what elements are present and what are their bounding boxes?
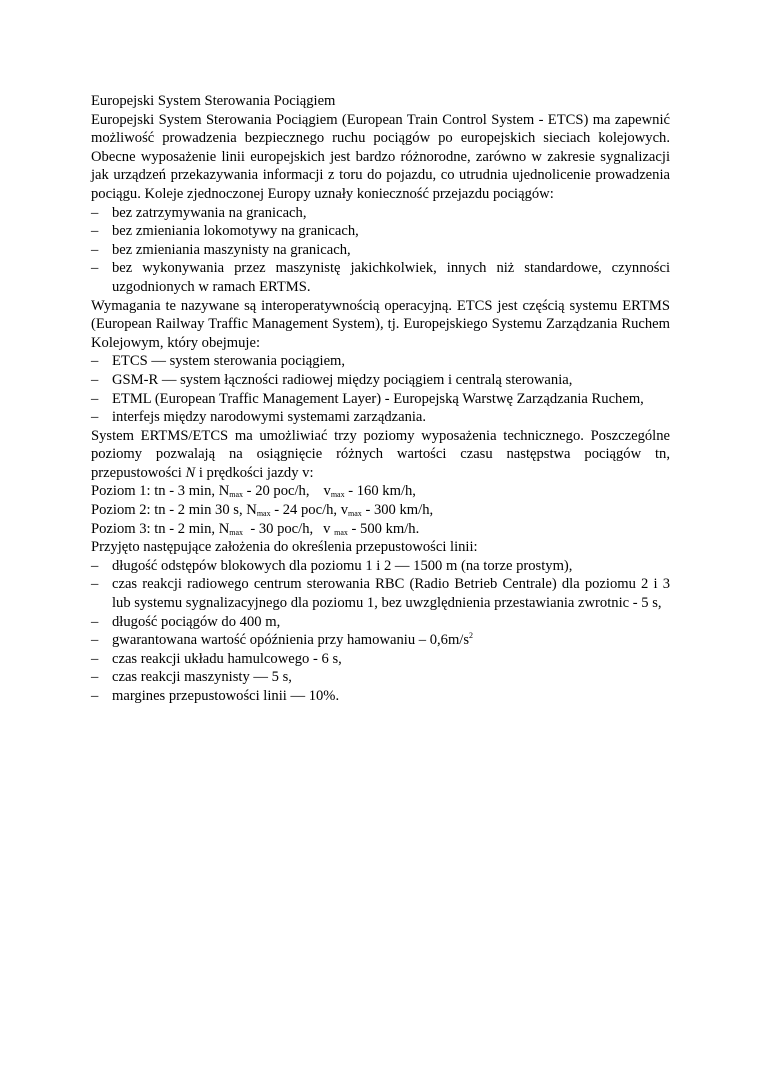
list-item: – czas reakcji maszynisty — 5 s, (91, 669, 292, 686)
list-item: – czas reakcji radiowego centrum sterowania RBC (Radio Betrieb Centrale) dla poziomu 2 i 3 lub systemu sygnalizacyjnego dla poziomu 1, bez uwzględnienia przestawiania zwrotnic - 5 s, (91, 576, 670, 612)
dash-bullet: – (91, 390, 99, 407)
list-item: – bez zmieniania lokomotywy na granicach, (91, 223, 359, 240)
dash-bullet: – (91, 557, 99, 574)
level-3-line: Poziom 3: tn - 2 min, $N_{max} - 30$ poc/h, v $_{max}$ - 500 km/h. (91, 520, 420, 537)
assumptions-list (91, 557, 670, 706)
superscript-2: 2 (469, 631, 474, 641)
requirements-list (91, 204, 670, 297)
document-title: Europejski System Sterowania Pociągiem (91, 93, 336, 109)
list-item: – ETCS — system sterowania pociągiem, (91, 353, 346, 370)
dash-bullet: – (91, 260, 99, 277)
list-item: – długość pociągów do 400 m, (91, 613, 281, 630)
intro-paragraph: Europejski System Sterowania Pociągiem (European Train Control System - ETCS) ma zapewnić możliwość prowadzenia bezpiecznego ruchu pociągów po europejskich sieciach kolejowych. Obecne wyposażenie linii europejskich jest bardzo różnorodne, zarówno w zakresie sygnalizacji jak urządzeń przekazywania informacji z toru do pojazdu, co utrudnia ujednolicenie prowadzenia pociągu. Koleje zjednoczonej Europy uznały konieczność przejazdu pociągów: (91, 111, 670, 202)
level-1-line: Poziom 1: tn - 3 min, $N_{max} - 20$ poc/h, $v_{max} - 160$ km/h, (91, 483, 416, 500)
dash-bullet: – (91, 204, 99, 221)
dash-bullet: – (91, 576, 99, 593)
dash-bullet: – (91, 353, 99, 370)
level-2-line: Poziom 2: tn - 2 min 30 s, $N_{max} - 24$ poc/h, $v_{max} - 300$ km/h, (91, 502, 434, 519)
list-item: – bez zatrzymywania na granicach, (91, 204, 307, 221)
list-item: – długość odstępów blokowych dla poziomu 1 i 2 — 1500 m (na torze prostym), (91, 557, 573, 574)
dash-bullet: – (91, 371, 99, 388)
dash-bullet: – (91, 241, 99, 258)
dash-bullet: – (91, 223, 99, 240)
list-item: – GSM-R — system łączności radiowej między pociągiem i centralą sterowania, (91, 371, 573, 388)
list-item: – czas reakcji układu hamulcowego - 6 s, (91, 650, 342, 667)
dash-bullet: – (91, 650, 99, 667)
dash-bullet: – (91, 669, 99, 686)
list-item: – ETML (European Traffic Management Layer) - Europejską Warstwę Zarządzania Ruchem, (91, 390, 644, 407)
dash-bullet: – (91, 632, 99, 649)
dash-bullet: – (91, 409, 99, 426)
document-page (91, 92, 670, 706)
levels-paragraph: System ERTMS/ETCS ma umożliwiać trzy poziomy wyposażenia technicznego. Poszczególne poziomy pozwalają na osiągnięcie różnych wartości czasu następstwa pociągów tn, przepustowości N i prędkości jazdy v: (91, 427, 670, 481)
assumptions-paragraph: Przyjęto następujące założenia do określenia przepustowości linii: (91, 539, 478, 556)
list-item: – bez zmieniania maszynisty na granicach, (91, 241, 351, 258)
list-item: – interfejs między narodowymi systemami zarządzania. (91, 409, 427, 426)
ertms-components-list (91, 352, 670, 426)
list-item: – gwarantowana wartość opóźnienia przy hamowaniu – $0,6m/s^2$ (91, 631, 474, 649)
list-item: – bez wykonywania przez maszynistę jakichkolwiek, innych niż standardowe, czynności uzgodnionych w ramach ERTMS. (91, 260, 670, 295)
dash-bullet: – (91, 613, 99, 630)
ertms-paragraph: Wymagania te nazywane są interoperatywnością operacyjną. ETCS jest częścią systemu ERTMS (European Railway Traffic Management System), tj. Europejskiego Systemu Zarządzania Ruchem Kolejowym, który obejmuje: (91, 297, 670, 351)
dash-bullet: – (91, 688, 99, 704)
capacity-symbol: N (185, 464, 196, 481)
list-item: – margines przepustowości linii — 10%. (91, 688, 340, 704)
